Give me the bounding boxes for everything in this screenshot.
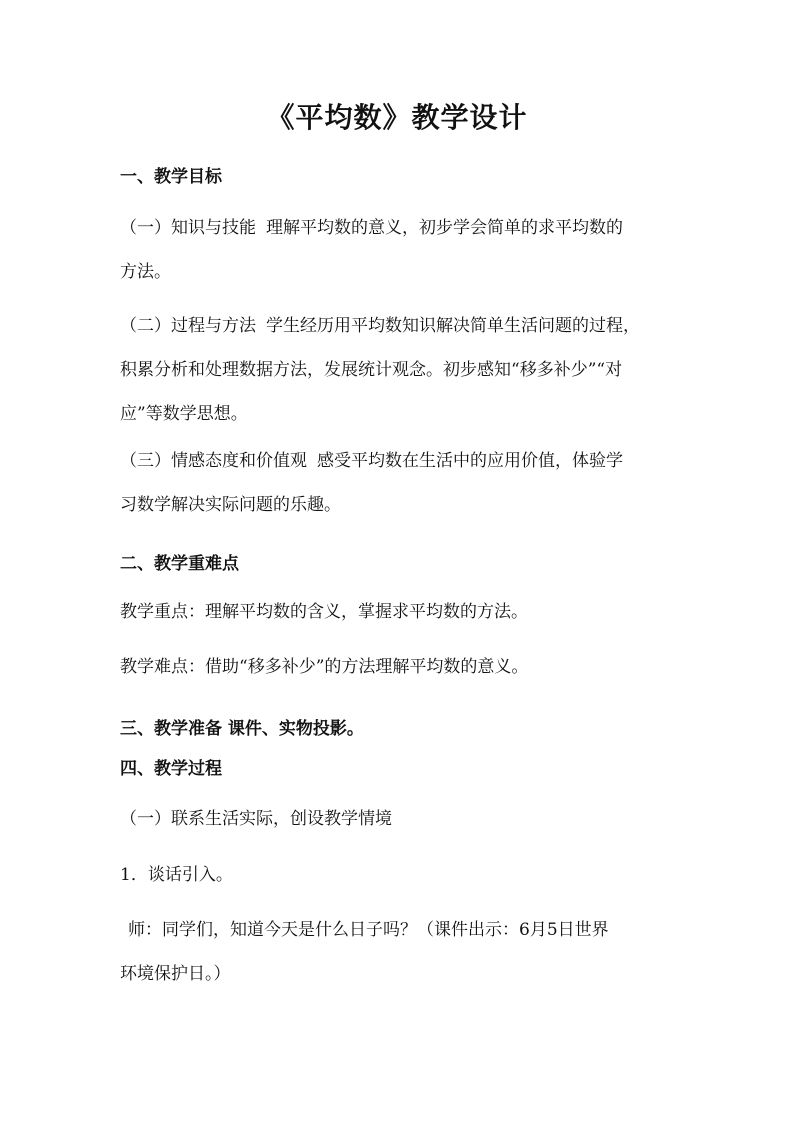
goal-process-line-1: [120, 304, 680, 348]
goal-emotion-text-1: 感受平均数在生活中的应用价值，体验学: [317, 451, 623, 471]
difficulty-text: [120, 645, 680, 689]
difficulty-line: 教学难点：借助“移多补少”的方法理解平均数的意义。: [120, 657, 529, 677]
teacher-dialogue: [120, 908, 680, 996]
key-point-line: 教学重点：理解平均数的含义，掌握求平均数的方法。: [120, 602, 528, 622]
process-item-1-line: 1．谈话引入。: [120, 865, 233, 885]
process-item-1: [120, 853, 680, 897]
goal-process-methods: [120, 304, 680, 436]
goal-emotion-line-1: [120, 439, 680, 483]
goal-knowledge-text-1: 理解平均数的意义，初步学会简单的求平均数的: [266, 218, 623, 238]
goal-knowledge-label: （一）知识与技能: [120, 218, 256, 238]
key-point-text: [120, 590, 680, 634]
section-heading-teaching-process: 四、教学过程: [120, 759, 222, 779]
goal-process-line-3: 应”等数学思想。: [120, 404, 248, 424]
process-step-1-line: （一）联系生活实际，创设教学情境: [120, 809, 392, 829]
goal-emotion-label: （三）情感态度和价值观: [120, 451, 307, 471]
teacher-dialogue-line-2: 环境保护日。）: [120, 964, 231, 984]
goal-process-label: （二）过程与方法: [120, 316, 256, 336]
section-heading-preparation: 三、教学准备 课件、实物投影。: [120, 719, 364, 739]
section-heading-key-difficult-points: 二、教学重难点: [120, 554, 239, 574]
goal-process-line-2: 积累分析和处理数据方法，发展统计观念。初步感知“移多补少”“对: [120, 360, 623, 380]
section-heading-teaching-goals: 一、教学目标: [120, 167, 222, 187]
goal-emotion-values: [120, 439, 680, 527]
process-step-1-title: [120, 797, 680, 841]
goal-emotion-line-2: 习数学解决实际问题的乐趣。: [120, 495, 341, 515]
teacher-dialogue-line-1: 师：同学们，知道今天是什么日子吗？（课件出示：6月5日世界: [128, 920, 609, 940]
goal-knowledge-skills: [120, 206, 680, 294]
goal-knowledge-line-1: [120, 206, 680, 250]
goal-knowledge-line-2: 方法。: [120, 262, 171, 282]
goal-process-text-1: 学生经历用平均数知识解决简单生活问题的过程，: [266, 316, 640, 336]
document-title: 《平均数》教学设计: [266, 101, 528, 134]
